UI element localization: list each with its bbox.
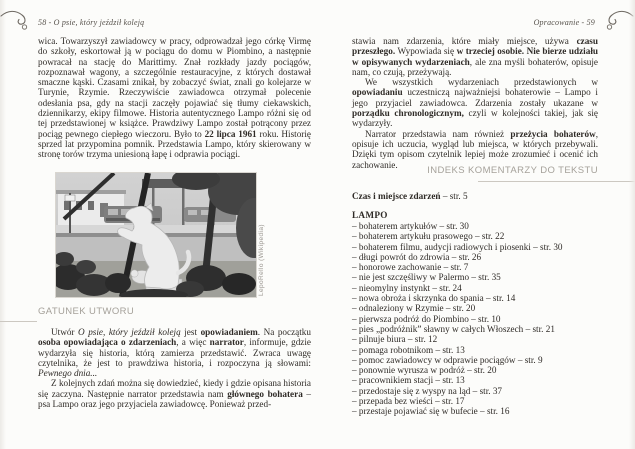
paragraph: Narrator przedstawia nam również przeżycia bohaterów, opisuje ich uczucia, wygląd lub miejsca, w których przebywali. Dzięki tym opisom czytelnik lepiej może zrozumieć i ocenić ich zachowanie.	[352, 128, 599, 170]
paragraph: Z kolejnych zdań można się dowiedzieć, kiedy i gdzie opisana historia się zaczyna. Następnie narrator przedstawia nam głównego bohatera – psa Lampo oraz jego przyjaciela zawiadowcę. Ponieważ przed-	[38, 378, 311, 410]
paragraph: stawia nam zdarzenia, które miały miejsce, używa czasu przeszłego. Wypowiada się w trzeciej osobie. Nie bierze udziału w opisywanych wydarzeniach, ale zna myśli bohaterów, opisuje nam, co czują, przeżywają.	[352, 36, 598, 77]
lampo-monument-figure	[55, 172, 269, 296]
index-item: – odnaleziony w Rzymie – str. 20	[352, 303, 476, 314]
paragraph: wica. Towarzyszył zawiadowcy w pracy, odprowadzał jego córkę Virmę do szkoły, eskortował ją w pociągu do domu w Piombino, a następnie powracał na stację do Marittimy. Znał rozkłady jazdy pociągów, rozpoznawał wagony, a szczególnie restauracyjne, z których dostawał smaczne kąski. Czasami znikał, by zobaczyć świat, znali go kolejarze w Turynie, Rzymie. Rzeczywiście zawiadowca otrzymał polecenie odesłania psa, gdy na stacji zaczęły pojawiać się tłumy ciekawskich, dziennikarzy, ekipy filmowe. Historia autentycznego Lampo różni się od tej przedstawionej w książce. Prawdziwy Lampo został potrącony przez pociąg pewnego ciepłego wieczoru. Było to 22 lipca 1961 roku. Historię sprzed lat przypomina pomnik. Przedstawia Lampo, który skierowany w stronę torów trzyma uniesioną łapę i odprawia pociągi.	[38, 36, 311, 160]
right-page-body	[352, 36, 598, 170]
index-group-heading: LAMPO	[352, 210, 388, 220]
left-page-body	[38, 36, 311, 160]
index-item: – pomaga robotnikom – str. 13	[352, 344, 465, 355]
section-heading-indeks: INDEKS KOMENTARZY DO TEKSTU	[427, 165, 598, 176]
index-item: – pies „podróżnik” sławny w całych Włoszech – str. 21	[352, 323, 555, 334]
index-item: – ponownie wyrusza w podróż – str. 20	[352, 365, 497, 376]
right-page-header: Opracowanie - 59	[533, 18, 595, 27]
corner-flourish-icon	[0, 6, 34, 32]
index-item: – przedostaje się z wyspy na ląd – str. 37	[352, 385, 503, 396]
section-rule	[0, 321, 37, 322]
index-item: – nowa obroża i skrzynka do spania – str. 14	[352, 293, 516, 304]
corner-flourish-icon	[600, 6, 634, 32]
index-item: – przepada bez wieści – str. 17	[352, 396, 465, 407]
paragraph: We wszystkich wydarzeniach przedstawionych w opowiadaniu uczestniczą najważniejsi bohaterowie – Lampo i jego przyjaciel zawiadowca. Zdarzenia zostały ukazane w porządku chronologicznym, czyli w kolejności takiej, jak się wydarzyły.	[352, 77, 599, 129]
index-item: – długi powrót do zdrowia – str. 26	[352, 251, 482, 262]
index-item: – nieomylny instynkt – str. 24	[352, 282, 462, 293]
index-entry-first: Czas i miejsce zdarzeń – str. 5	[352, 191, 468, 201]
index-item: – honorowe zachowanie – str. 7	[352, 262, 469, 273]
index-item: – bohaterem artykułów – str. 30	[352, 221, 469, 231]
index-item: – bohaterem filmu, audycji radiowych i piosenki – str. 30	[352, 241, 563, 252]
left-page-header: 58 - O psie, który jeździł koleją	[38, 18, 145, 27]
index-item: – bohaterem artykułu prasowego – str. 22	[352, 231, 505, 242]
section-heading-gatunek: GATUNEK UTWORU	[38, 306, 135, 317]
index-item: – pilnuje biura – str. 12	[352, 334, 438, 345]
paragraph: Utwór O psie, który jeździł koleją jest opowiadaniem. Na początku osoba opowiadająca o zdarzeniach, a więc narrator, informuje, gdzie wydarzyła się historia, którą zamierza przedstawić. Zwraca uwagę czytelnika, że jest to prawdziwa historia, i rozpoczyna ją słowami: Pewnego dnia...	[38, 327, 311, 379]
index-item: – przestaje pojawiać się w bufecie – str. 16	[352, 406, 510, 417]
left-page-lower-body	[38, 327, 311, 409]
index-item: – nie jest szczęśliwy w Palermo – str. 35	[352, 272, 501, 283]
index-list	[352, 221, 600, 417]
section-rule	[478, 181, 635, 182]
index-item: – pierwsza podróż do Piombino – str. 10	[352, 313, 501, 324]
photo-credit: LepoRello (Wikipedia)	[258, 224, 265, 296]
lampo-monument-photo	[55, 172, 257, 298]
index-item: – pomoc zawiadowcy w odprawie pociągów – str. 9	[352, 354, 543, 365]
index-item: – pracownikiem stacji – str. 13	[352, 375, 465, 386]
